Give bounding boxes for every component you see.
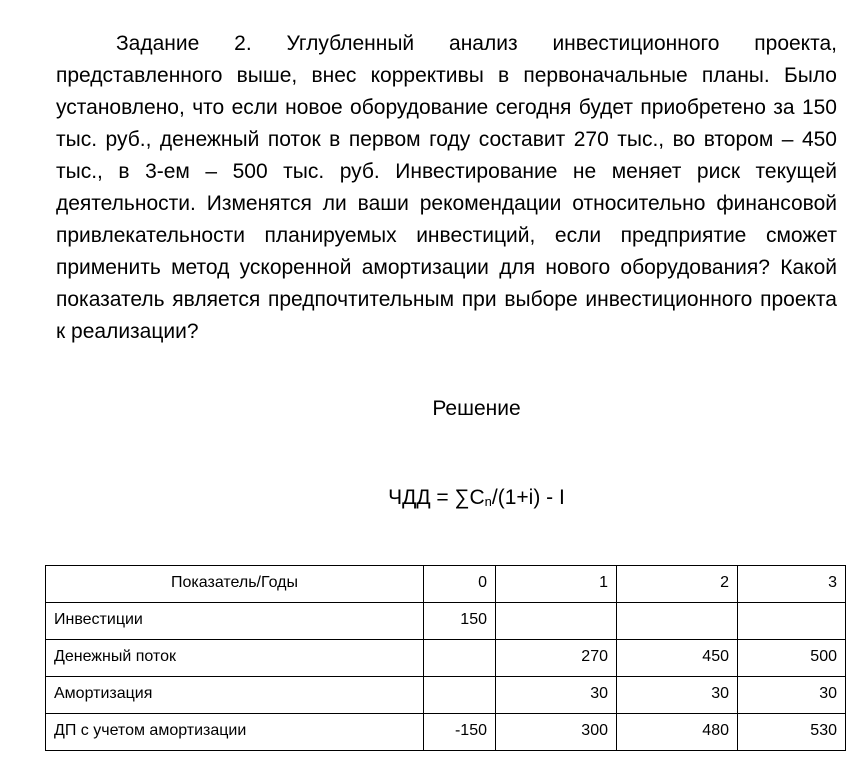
table-cell: 500 — [738, 640, 846, 677]
formula-subscript: n — [484, 494, 492, 509]
table-cell — [617, 603, 738, 640]
row-label: ДП с учетом амортизации — [46, 714, 424, 751]
table-cell: 530 — [738, 714, 846, 751]
table-header-row — [46, 566, 846, 603]
table-row — [46, 714, 846, 751]
table-cell — [738, 603, 846, 640]
solution-heading: Решение — [432, 397, 521, 420]
header-cell-year: 2 — [617, 566, 738, 603]
table-cell: 300 — [496, 714, 617, 751]
header-cell-year: 0 — [424, 566, 496, 603]
table-row — [46, 640, 846, 677]
header-cell-year: 3 — [738, 566, 846, 603]
table-row — [46, 603, 846, 640]
header-cell-year: 1 — [496, 566, 617, 603]
cash-flow-table — [45, 565, 846, 751]
row-label: Инвестиции — [46, 603, 424, 640]
table-cell: -150 — [424, 714, 496, 751]
table-cell: 270 — [496, 640, 617, 677]
table-cell: 150 — [424, 603, 496, 640]
table-cell: 480 — [617, 714, 738, 751]
row-label: Денежный поток — [46, 640, 424, 677]
table-cell — [496, 603, 617, 640]
task-text: Задание 2. Углубленный анализ инвестиционного проекта, представленного выше, внес коррективы в первоначальные планы. Было установлено, что если новое оборудование сегодня будет приобретено за 150 тыс. руб., денежный поток в первом году составит 270 тыс., во втором – 450 тыс., в 3-ем – 500 тыс. руб. Инвестирование не меняет риск текущей деятельности. Изменятся ли ваши рекомендации относительно финансовой привлекательности планируемых инвестиций, если предприятие сможет применить метод ускоренной амортизации для нового оборудования? Какой показатель является предпочтительным при выборе инвестиционного проекта к реализации? — [56, 32, 837, 343]
table-cell — [424, 640, 496, 677]
table-cell: 450 — [617, 640, 738, 677]
formula-right: /(1+i) - I — [491, 486, 565, 509]
row-label: Амортизация — [46, 677, 424, 714]
formula-left: ЧДД = ∑C — [388, 486, 485, 509]
table-cell: 30 — [496, 677, 617, 714]
table-cell: 30 — [617, 677, 738, 714]
table-cell — [424, 677, 496, 714]
table-cell: 30 — [738, 677, 846, 714]
header-cell-label: Показатель/Годы — [46, 566, 424, 603]
table-row — [46, 677, 846, 714]
npv-formula — [0, 484, 850, 516]
